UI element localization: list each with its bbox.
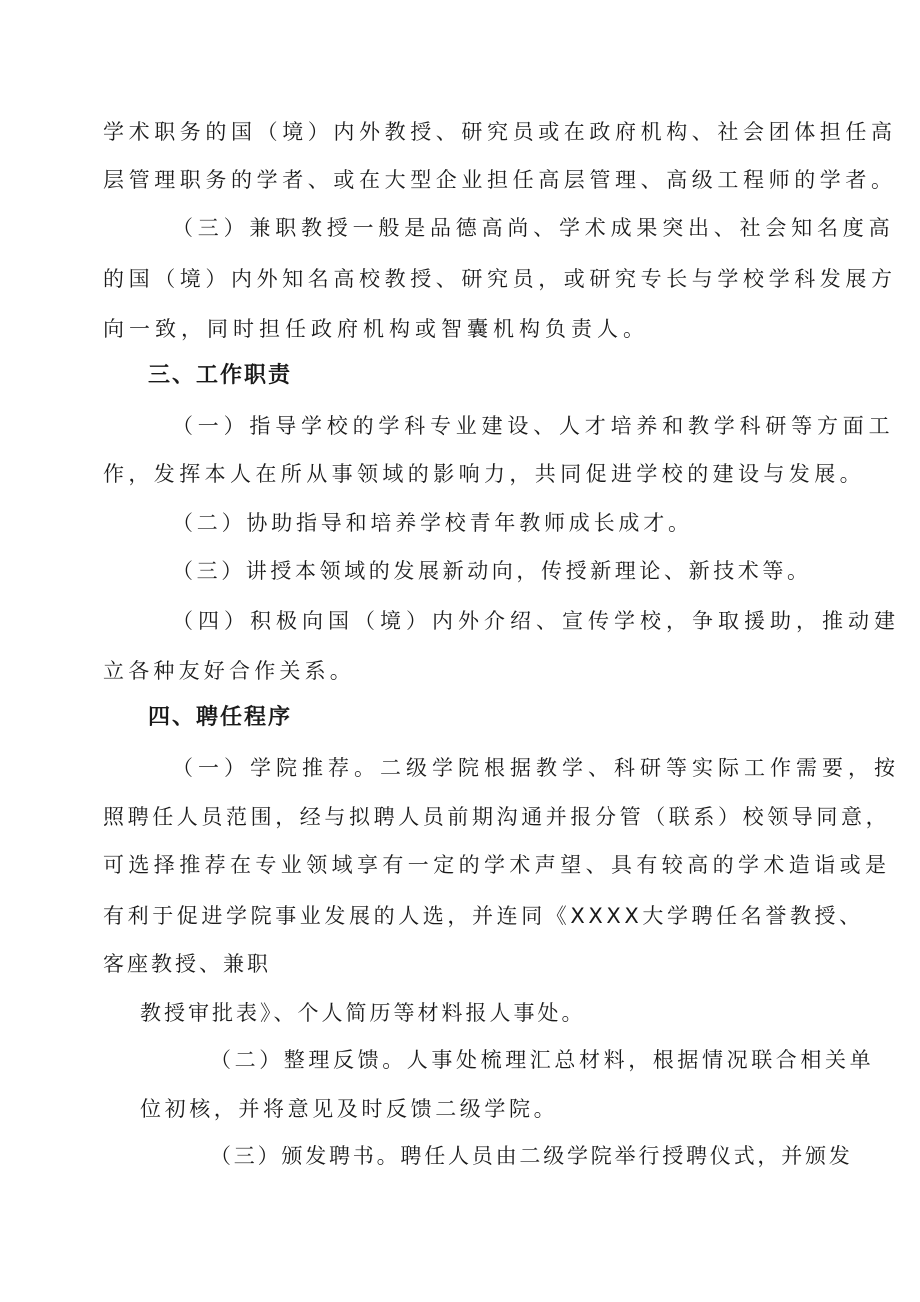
text-line: 作，发挥本人在所从事领域的影响力，共同促进学校的建设与发展。 xyxy=(103,462,865,486)
text-line: （三）颁发聘书。聘任人员由二级学院举行授聘仪式，并颁发 xyxy=(210,1144,853,1168)
text-line: （三）兼职教授一般是品德高尚、学术成果突出、社会知名度高 xyxy=(172,216,895,240)
text-line: （四）积极向国（境）内外介绍、宣传学校，争取援助，推动建 xyxy=(172,609,900,633)
text-line: （二）协助指导和培养学校青年教师成长成才。 xyxy=(172,511,693,535)
text-line: （二）整理反馈。人事处梳理汇总材料，根据情况联合相关单 xyxy=(210,1048,875,1072)
text-line: 照聘任人员范围，经与拟聘人员前期沟通并报分管（联系）校领导同意， xyxy=(103,805,891,829)
text-line: 学术职务的国（境）内外教授、研究员或在政府机构、社会团体担任高 xyxy=(103,120,897,144)
text-line: （一）学院推荐。二级学院根据教学、科研等实际工作需要，按 xyxy=(172,756,900,780)
text-line: （一）指导学校的学科专业建设、人才培养和教学科研等方面工 xyxy=(172,414,895,438)
text-line: 向一致，同时担任政府机构或智囊机构负责人。 xyxy=(103,317,649,341)
text-line: 的国（境）内外知名高校教授、研究员，或研究专长与学校学科发展方 xyxy=(103,267,897,291)
text-line: 有利于促进学院事业发展的人选，并连同《XXXX大学聘任名誉教授、 xyxy=(103,904,864,928)
text-line: 可选择推荐在专业领域享有一定的学术声望、具有较高的学术造诣或是 xyxy=(103,853,891,877)
text-line: 位初核，并将意见及时反馈二级学院。 xyxy=(140,1097,559,1121)
section-heading: 四、聘任程序 xyxy=(148,705,293,730)
text-line: 立各种友好合作关系。 xyxy=(103,659,355,683)
text-line: 教授审批表》、个人简历等材料报人事处。 xyxy=(140,1001,586,1025)
section-heading: 三、工作职责 xyxy=(148,363,293,388)
text-line: 客座教授、兼职 xyxy=(103,952,271,976)
text-line: 层管理职务的学者、或在大型企业担任高层管理、高级工程师的学者。 xyxy=(103,168,897,192)
text-line: （三）讲授本领域的发展新动向，传授新理论、新技术等。 xyxy=(172,559,812,583)
